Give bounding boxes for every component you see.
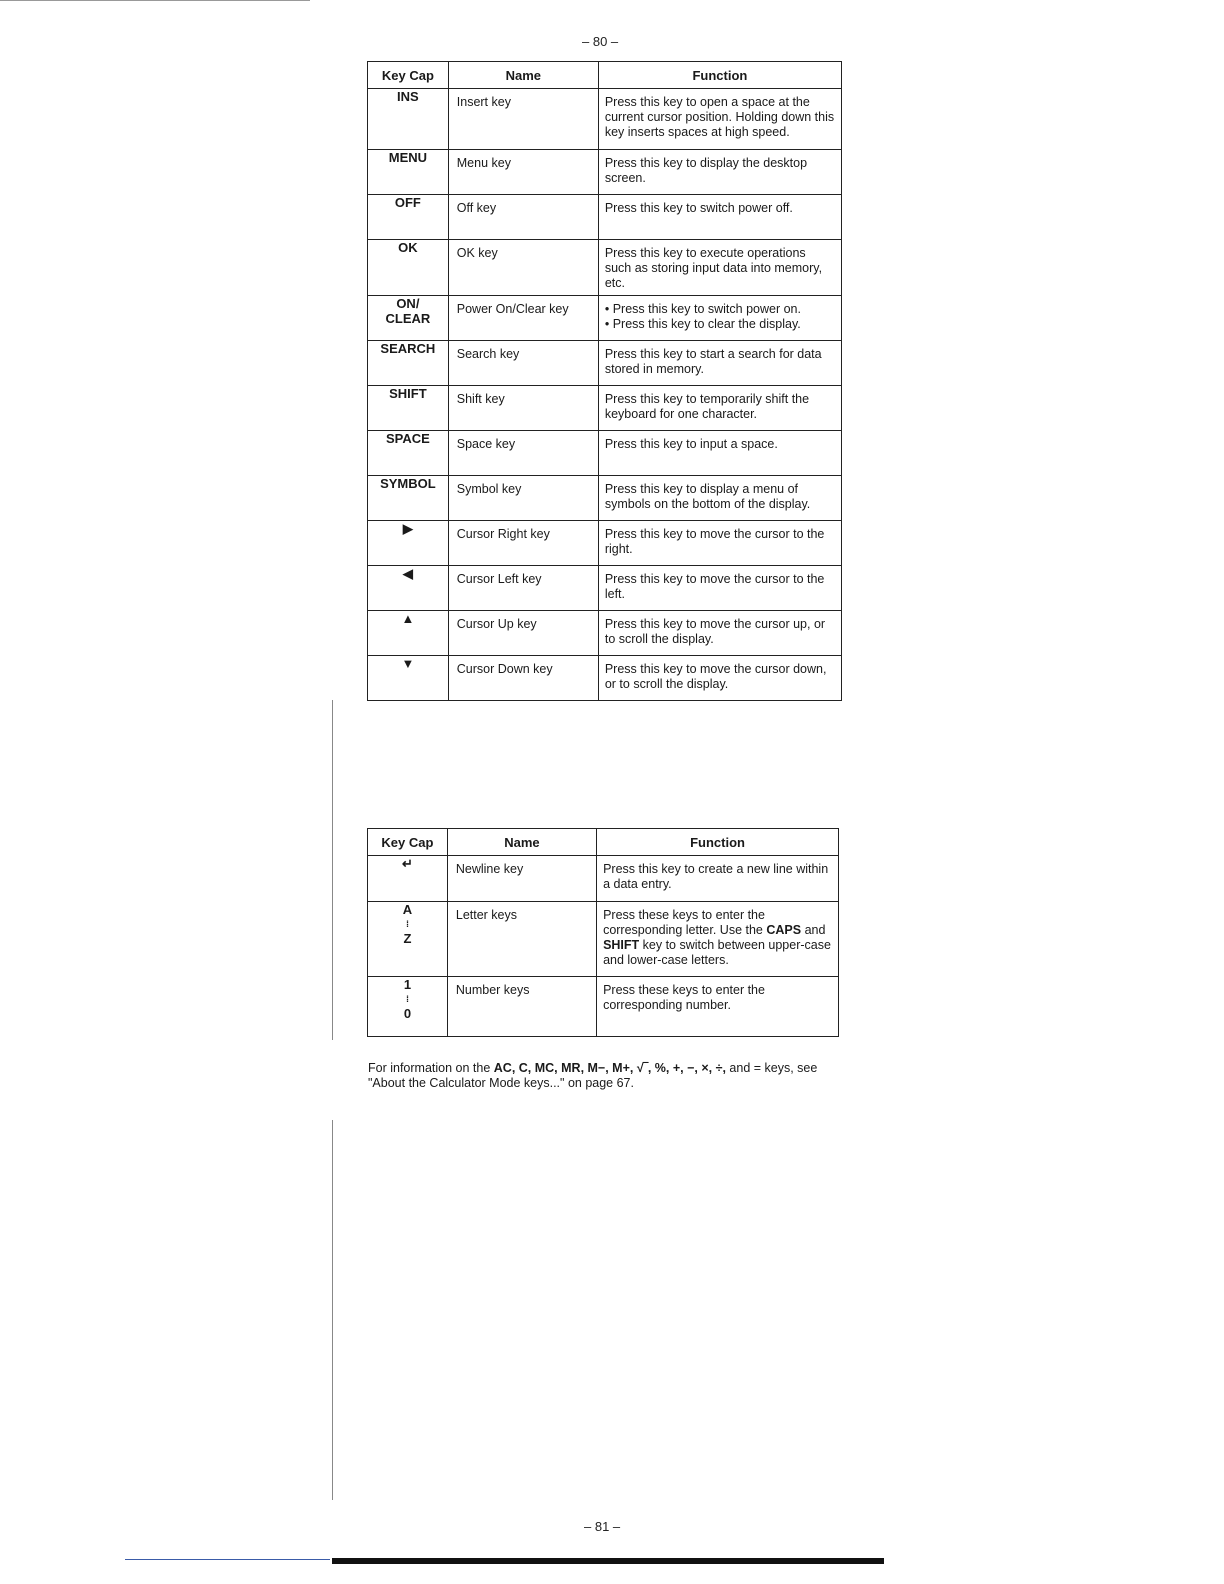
header-function: Function xyxy=(598,62,841,89)
table-header-row xyxy=(368,62,842,89)
key-function: Press this key to move the cursor to the right. xyxy=(598,521,841,566)
header-function: Function xyxy=(597,829,839,856)
key-cap-range: ⁞ xyxy=(405,919,409,929)
table-row xyxy=(368,386,842,431)
key-cap-line: ON/ xyxy=(396,296,420,311)
key-cap-line: 0 xyxy=(403,1006,412,1021)
header-key-cap: Key Cap xyxy=(368,62,449,89)
table-row xyxy=(368,150,842,195)
table-row xyxy=(368,296,842,341)
header-name: Name xyxy=(448,62,598,89)
key-function-table-2 xyxy=(367,828,839,1037)
key-name: Letter keys xyxy=(447,902,596,977)
key-cap-line: Z xyxy=(403,931,412,946)
key-name: Insert key xyxy=(448,89,598,150)
table-row xyxy=(368,902,839,977)
key-name: Cursor Down key xyxy=(448,656,598,701)
key-function: Press this key to display a menu of symbols on the bottom of the display. xyxy=(598,476,841,521)
key-function: Press this key to execute operations such as storing input data into memory, etc. xyxy=(598,240,841,296)
key-name: OK key xyxy=(448,240,598,296)
key-cap: OFF xyxy=(368,195,449,240)
table-row xyxy=(368,566,842,611)
note-keys: AC, C, MC, MR, M−, M+, √‾, %, +, −, ×, ÷, xyxy=(493,1061,726,1075)
key-function: Press this key to temporarily shift the keyboard for one character. xyxy=(598,386,841,431)
page-number-top: – 80 – xyxy=(582,34,619,49)
key-cap: SHIFT xyxy=(368,386,449,431)
bottom-scan-bar xyxy=(332,1558,884,1564)
function-bullet: • Press this key to switch power on. xyxy=(604,302,801,316)
caps-keyword: CAPS xyxy=(766,923,802,937)
key-cap-line: CLEAR xyxy=(385,311,431,326)
function-text: key to switch between upper-case and lower-case letters. xyxy=(603,938,831,967)
key-cap-line: 1 xyxy=(403,977,412,992)
table-row xyxy=(368,977,839,1037)
table-row xyxy=(368,476,842,521)
key-function: Press this key to input a space. xyxy=(598,431,841,476)
key-cap xyxy=(368,296,449,341)
left-margin-rule xyxy=(332,700,333,1040)
key-cap: MENU xyxy=(368,150,449,195)
key-name: Space key xyxy=(448,431,598,476)
header-key-cap: Key Cap xyxy=(368,829,448,856)
key-name: Symbol key xyxy=(448,476,598,521)
table-row xyxy=(368,431,842,476)
key-cap: SYMBOL xyxy=(368,476,449,521)
cursor-down-icon: ▼ xyxy=(368,656,449,701)
key-function: Press these keys to enter the corresponding number. xyxy=(597,977,839,1037)
key-function-table-1 xyxy=(367,61,842,701)
key-cap: INS xyxy=(368,89,449,150)
table-row xyxy=(368,611,842,656)
table-row xyxy=(368,521,842,566)
table-header-row xyxy=(368,829,839,856)
note-text: For information on the xyxy=(368,1061,494,1075)
cursor-left-icon: ◀ xyxy=(368,566,449,611)
key-name: Menu key xyxy=(448,150,598,195)
key-name: Newline key xyxy=(447,856,596,902)
key-function: Press this key to move the cursor to the left. xyxy=(598,566,841,611)
key-name: Shift key xyxy=(448,386,598,431)
key-function: Press this key to start a search for data stored in memory. xyxy=(598,341,841,386)
table-row xyxy=(368,240,842,296)
shift-keyword: SHIFT xyxy=(603,938,640,952)
key-function xyxy=(598,296,841,341)
key-name: Power On/Clear key xyxy=(448,296,598,341)
table-row xyxy=(368,341,842,386)
page-number-bottom: – 81 – xyxy=(584,1519,621,1534)
header-name: Name xyxy=(447,829,596,856)
key-function: Press this key to open a space at the current cursor position. Holding down this key inserts spaces at high speed. xyxy=(598,89,841,150)
table-row xyxy=(368,856,839,902)
key-cap xyxy=(368,902,448,977)
key-name: Cursor Left key xyxy=(448,566,598,611)
key-name: Off key xyxy=(448,195,598,240)
key-function: Press this key to switch power off. xyxy=(598,195,841,240)
key-function: Press this key to create a new line within a data entry. xyxy=(597,856,839,902)
key-cap-line: A xyxy=(402,902,413,917)
key-cap: SPACE xyxy=(368,431,449,476)
table-row xyxy=(368,656,842,701)
cursor-up-icon: ▲ xyxy=(368,611,449,656)
cursor-right-icon: ▶ xyxy=(368,521,449,566)
calculator-keys-note xyxy=(368,1061,843,1091)
key-function: Press this key to display the desktop screen. xyxy=(598,150,841,195)
key-function: Press this key to move the cursor down, or to scroll the display. xyxy=(598,656,841,701)
table-row xyxy=(368,89,842,150)
key-function xyxy=(597,902,839,977)
key-cap-range: ⁞ xyxy=(405,994,409,1004)
key-name: Cursor Up key xyxy=(448,611,598,656)
newline-icon: ↵ xyxy=(368,856,448,902)
function-text: Press these keys to enter the corresponding letter. Use the xyxy=(603,908,767,937)
top-scan-line xyxy=(0,0,310,1)
key-function: Press this key to move the cursor up, or to scroll the display. xyxy=(598,611,841,656)
key-cap: SEARCH xyxy=(368,341,449,386)
note-text: and = keys, see "About the Calculator Mode keys..." on page 67. xyxy=(368,1061,818,1090)
key-name: Number keys xyxy=(447,977,596,1037)
key-name: Cursor Right key xyxy=(448,521,598,566)
key-cap: OK xyxy=(368,240,449,296)
left-margin-rule xyxy=(332,1120,333,1500)
key-name: Search key xyxy=(448,341,598,386)
bottom-scan-line xyxy=(125,1559,330,1560)
key-cap xyxy=(368,977,448,1037)
table-row xyxy=(368,195,842,240)
function-text: and xyxy=(801,923,826,937)
function-bullet: • Press this key to clear the display. xyxy=(604,317,801,331)
